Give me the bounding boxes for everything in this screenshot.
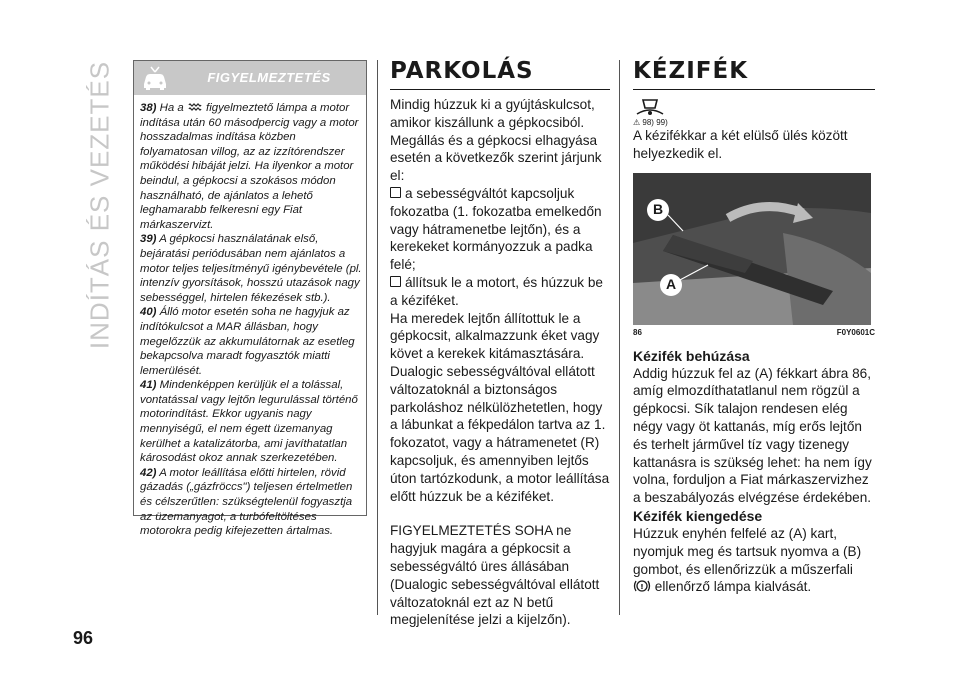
parking-bullet [390,274,610,310]
warning-item-41 [140,378,362,466]
warning-item-number: 40) [140,306,157,319]
warning-item-38 [140,101,362,232]
figure-number: 86 [633,327,642,337]
release-text-part2: ellenőrző lámpa kialvását. [654,579,812,595]
handbrake-illustration [633,173,871,325]
figure-code: F0Y0601C [836,327,875,337]
glow-plug-icon [187,102,203,112]
column-divider [377,60,378,615]
brake-warning-light-icon [633,579,651,593]
warning-item-text: Mindenképpen kerüljük el a tolással, vontatással vagy lejtőn legurulással történő motorindítást. Ekkor ugyanis nagy mennyiségű, el nem égett üzemanyag kerülhet a katalizátorba, ami javíthatatlan károsodást okoz annak szerkezetében. [140,379,358,465]
warning-item-42 [140,466,362,539]
car-warning-icon [141,64,169,92]
reference-warning-icon: ⚠ [633,118,641,127]
warning-item-text: Álló motor esetén soha ne hagyjuk az indítókulcsot a MAR állásban, hogy megelőzzük az akkumulátornak az esetleg bekapcsolva maradt fogyasztók miatti lemerülését. [140,306,355,377]
figure-label-b: B [652,200,664,217]
warning-item-number: 42) [140,466,157,479]
bullet-text: állítsuk le a motort, és húzzuk be a kéziféket. [390,274,603,308]
figure-label-a: A [665,275,677,292]
warning-body [140,101,362,539]
warning-references: 98) 99) [642,118,668,127]
handbrake-release-heading: Kézifék kiengedése [633,507,763,524]
warning-item-39 [140,232,362,305]
parking-heading: PARKOLÁS [390,58,610,90]
handbrake-heading: KÉZIFÉK [633,58,875,90]
warning-item-text: A gépkocsi használatának első, bejáratási periódusában nem ajánlatos a motor teljes teljesítményű igénybevétele (pl. intenzív gyorsítások, hosszú utazások nagy sebességgel, hirtelen fékezések stb.). [140,233,362,304]
figure-caption [633,325,875,339]
bullet-text: a sebességváltót kapcsoljuk fokozatba (1. fokozatba emelkedőn vagy hátramenetbe lejtőn), és a kerekeket kormányozzuk a padka felé; [390,185,602,273]
side-title-text: INDÍTÁS ÉS VEZETÉS [84,60,115,350]
warning-item-text: A motor leállítása előtti hirtelen, rövid gázadás („gázfröccs") teljesen értelmetlen és célszerűtlen: szükségtelenül fogyasztja az üzemanyagot, a turbófeltöltéses motorokra pedig kifejezetten ártalmas. [140,466,353,538]
parking-intro: Mindig húzzuk ki a gyújtáskulcsot, amikor kiszállunk a gépkocsiból. Megállás és a gépkocsi elhagyása esetén a következők szerint járjunk el: [390,97,602,184]
handbrake-engage-heading: Kézifék behúzása [633,347,750,364]
svg-text:!: ! [640,583,644,592]
handbrake-release-text [633,525,875,596]
handbrake-warning-icon [633,96,667,118]
page-number: 96 [73,628,94,648]
handbrake-section [633,58,875,596]
warning-item-pre: Ha a [159,102,184,114]
warning-item-text: figyelmeztető lámpa a motor indítása után 60 másodpercig vagy a motor hosszadalmas indítása közben folyamatosan villog, az az izzítórendszer működési hibáját jelzi. Ha ilyenkor a motor beindul, a gépkocsi a szokásos módon használható, de ajánlatos a lehető leghamarabb felkeresni egy Fiat márkaszervizt. [140,102,359,231]
handbrake-figure [633,173,871,325]
section-side-title [80,40,120,370]
warning-header [134,61,366,95]
warning-item-number: 39) [140,233,157,246]
warning-item-40 [140,305,362,378]
warning-title: FIGYELMEZTETÉS [207,70,331,85]
parking-paragraph: Ha meredek lejtőn állítottuk le a gépkocsit, alkalmazzunk éket vagy követ a kerekek kitámasztására. Dualogic sebességváltóval ellátott változatoknál a biztonságos parkoláshoz nélkülözhetetlen, hogy a lábunkat a fékpedálon tartva az 1. fokozatot, vagy a hátramenetet (R) kapcsoljuk, és amennyiben lejtős úton tartózkodunk, a motor leállítása előtt húzzuk be a kéziféket. [390,310,610,504]
bullet-marker [390,276,401,287]
handbrake-intro: A kézifékkar a két elülső ülés között helyezkedik el. [633,128,848,161]
release-text-part1: Húzzuk enyhén felfelé az (A) kart, nyomjuk meg és tartsuk nyomva a (B) gombot, és ellenőrizzük a műszerfali [633,525,862,577]
warning-box [133,60,367,538]
parking-bullet [390,185,610,274]
warning-item-number: 41) [140,379,157,392]
column-divider [619,60,620,615]
parking-warning-paragraph: FIGYELMEZTETÉS SOHA ne hagyjuk magára a gépkocsit a sebességváltó üres állásában (Dualogic sebességváltóval ellátott változatoknál ezt az N betű megjelenítése jelzi a kijelzőn). [390,523,600,628]
bullet-marker [390,187,401,198]
parking-section [390,58,610,629]
warning-item-number: 38) [140,102,157,114]
warning-reference-row [633,118,875,127]
handbrake-engage-text: Addig húzzuk fel az (A) fékkart ábra 86, amíg elmozdíthatatlanul nem rögzül a gépkocsi. Sík talajon rendesen elég négy vagy öt kattanás, míg erős lejtőn és terhelt járművel tíz vagy tizenegy kattanásra is szükség lehet: ha nem így volna, forduljon a Fiat márkaszervizhez a beszabályozás elvégzése érdekében. [633,365,872,506]
